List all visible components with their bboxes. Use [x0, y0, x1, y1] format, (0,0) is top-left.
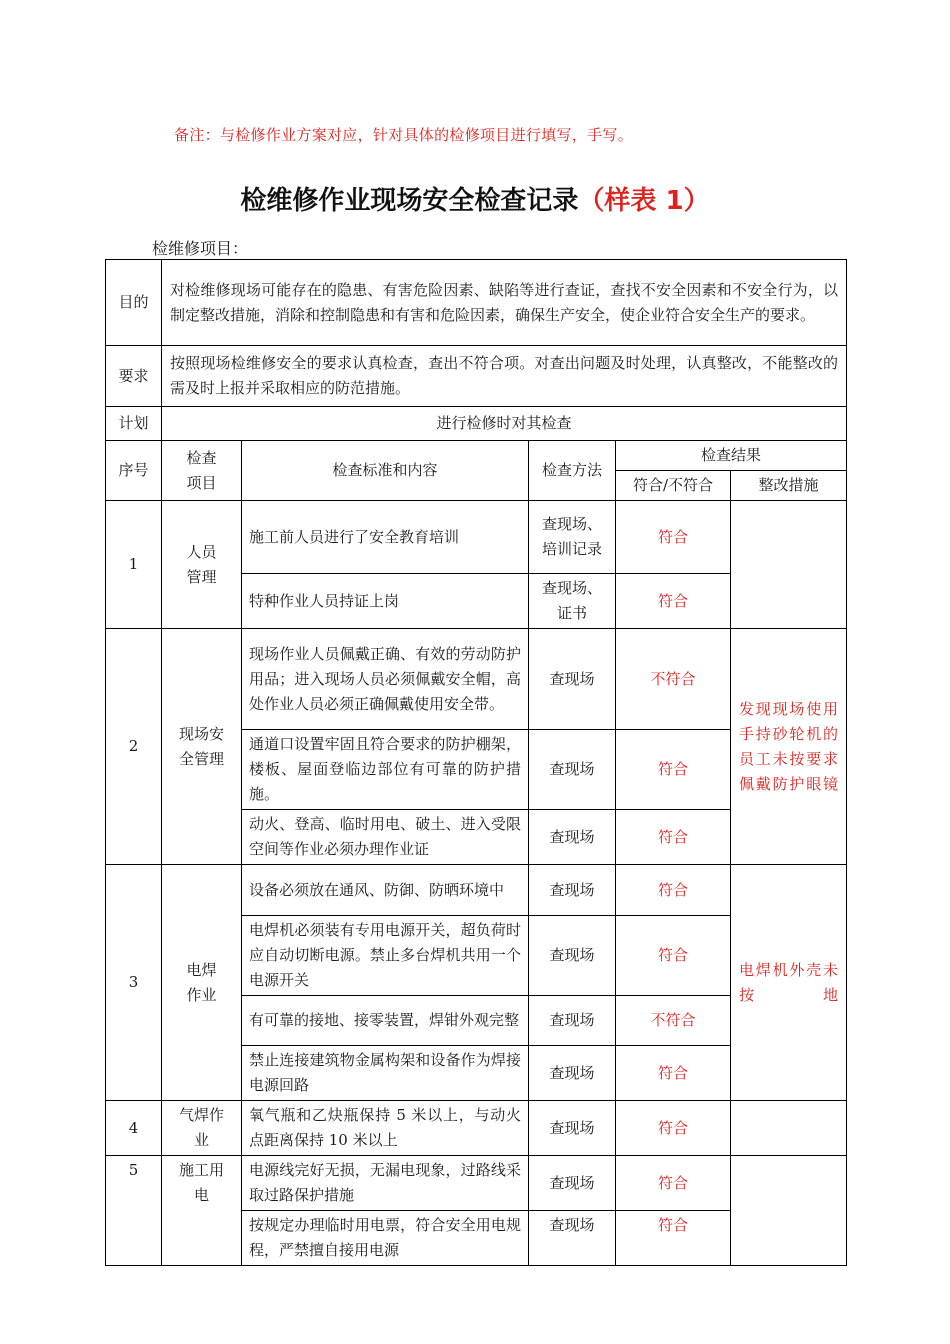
requirement-label: 要求 — [106, 346, 162, 407]
project-label: 检维修项目： — [152, 239, 249, 258]
standard-cell: 施工前人员进行了安全教育培训 — [242, 501, 529, 574]
result-cell: 符合 — [616, 865, 731, 916]
header-item: 检查项目 — [162, 441, 242, 501]
standard-cell: 禁止连接建筑物金属构架和设备作为焊接电源回路 — [242, 1046, 529, 1101]
method-cell: 查现场 — [529, 1101, 616, 1156]
method-cell: 查现场 — [529, 629, 616, 730]
plan-label: 计划 — [106, 407, 162, 441]
method-cell: 查现场 — [529, 1211, 616, 1266]
method-cell: 查现场 — [529, 730, 616, 810]
rectify-cell — [731, 501, 847, 629]
method-cell: 查现场 — [529, 1156, 616, 1211]
result-cell: 符合 — [616, 1211, 731, 1266]
result-cell: 符合 — [616, 810, 731, 865]
standard-cell: 按规定办理临时用电票，符合安全用电规程，严禁擅自接用电源 — [242, 1211, 529, 1266]
title-sample-tag: （样表 1） — [578, 186, 710, 216]
method-cell: 查现场 — [529, 810, 616, 865]
seq-cell: 2 — [106, 629, 162, 865]
standard-cell: 电源线完好无损，无漏电现象，过路线采取过路保护措施 — [242, 1156, 529, 1211]
method-cell: 查现场 — [529, 996, 616, 1046]
purpose-label: 目的 — [106, 260, 162, 346]
item-cell: 现场安全管理 — [162, 629, 242, 865]
standard-cell: 设备必须放在通风、防御、防晒环境中 — [242, 865, 529, 916]
rectify-cell: 发现现场使用手持砂轮机的员工未按要求佩戴防护眼镜 — [731, 629, 847, 865]
header-seq: 序号 — [106, 441, 162, 501]
item-cell: 电焊作业 — [162, 865, 242, 1101]
result-cell: 符合 — [616, 730, 731, 810]
purpose-row — [106, 260, 847, 346]
result-cell: 不符合 — [616, 996, 731, 1046]
result-cell: 符合 — [616, 574, 731, 629]
requirement-text: 按照现场检维修安全的要求认真检查，查出不符合项。对查出问题及时处理，认真整改，不能整改的需及时上报并采取相应的防范措施。 — [162, 346, 847, 407]
table-row — [106, 1101, 847, 1156]
method-cell: 查现场 — [529, 1046, 616, 1101]
seq-cell: 5 — [106, 1156, 162, 1266]
rectify-cell: 电焊机外壳未按地 — [731, 865, 847, 1101]
result-cell: 不符合 — [616, 629, 731, 730]
header-rectify: 整改措施 — [731, 471, 847, 501]
header-standard: 检查标准和内容 — [242, 441, 529, 501]
item-cell: 施工用电 — [162, 1156, 242, 1266]
seq-cell: 1 — [106, 501, 162, 629]
header-conform: 符合/不符合 — [616, 471, 731, 501]
table-row — [106, 1156, 847, 1211]
result-cell: 符合 — [616, 916, 731, 996]
standard-cell: 通道口设置牢固且符合要求的防护棚架，楼板、屋面登临边部位有可靠的防护措施。 — [242, 730, 529, 810]
requirement-row — [106, 346, 847, 407]
rectify-cell — [731, 1156, 847, 1266]
standard-cell: 动火、登高、临时用电、破土、进入受限空间等作业必须办理作业证 — [242, 810, 529, 865]
standard-cell: 现场作业人员佩戴正确、有效的劳动防护用品；进入现场人员必须佩戴安全帽，高处作业人员必须正确佩戴使用安全带。 — [242, 629, 529, 730]
result-cell: 符合 — [616, 501, 731, 574]
result-cell: 符合 — [616, 1046, 731, 1101]
seq-cell: 4 — [106, 1101, 162, 1156]
method-cell: 查现场、培训记录 — [529, 501, 616, 574]
plan-text: 进行检修时对其检查 — [162, 407, 847, 441]
inspection-table — [105, 259, 847, 1266]
title-main: 检维修作业现场安全检查记录 — [240, 186, 579, 216]
plan-row — [106, 407, 847, 441]
result-cell: 符合 — [616, 1101, 731, 1156]
method-cell: 查现场 — [529, 916, 616, 996]
header-result: 检查结果 — [616, 441, 847, 471]
header-row-1 — [106, 441, 847, 471]
page-title — [0, 180, 950, 217]
rectify-cell — [731, 1101, 847, 1156]
purpose-text: 对检维修现场可能存在的隐患、有害危险因素、缺陷等进行查证，查找不安全因素和不安全行为，以制定整改措施，消除和控制隐患和有害和危险因素，确保生产安全，使企业符合安全生产的要求。 — [162, 260, 847, 346]
handwriting-note: 备注：与检修作业方案对应，针对具体的检修项目进行填写，手写。 — [174, 126, 634, 144]
item-cell: 气焊作业 — [162, 1101, 242, 1156]
method-cell: 查现场 — [529, 865, 616, 916]
seq-cell: 3 — [106, 865, 162, 1101]
table-row — [106, 865, 847, 916]
standard-cell: 特种作业人员持证上岗 — [242, 574, 529, 629]
standard-cell: 有可靠的接地、接零装置，焊钳外观完整 — [242, 996, 529, 1046]
header-method: 检查方法 — [529, 441, 616, 501]
standard-cell: 氧气瓶和乙炔瓶保持 5 米以上，与动火点距离保持 10 米以上 — [242, 1101, 529, 1156]
standard-cell: 电焊机必须装有专用电源开关，超负荷时应自动切断电源。禁止多台焊机共用一个电源开关 — [242, 916, 529, 996]
method-cell: 查现场、证书 — [529, 574, 616, 629]
table-row — [106, 629, 847, 730]
table-row — [106, 501, 847, 574]
item-cell: 人员管理 — [162, 501, 242, 629]
result-cell: 符合 — [616, 1156, 731, 1211]
